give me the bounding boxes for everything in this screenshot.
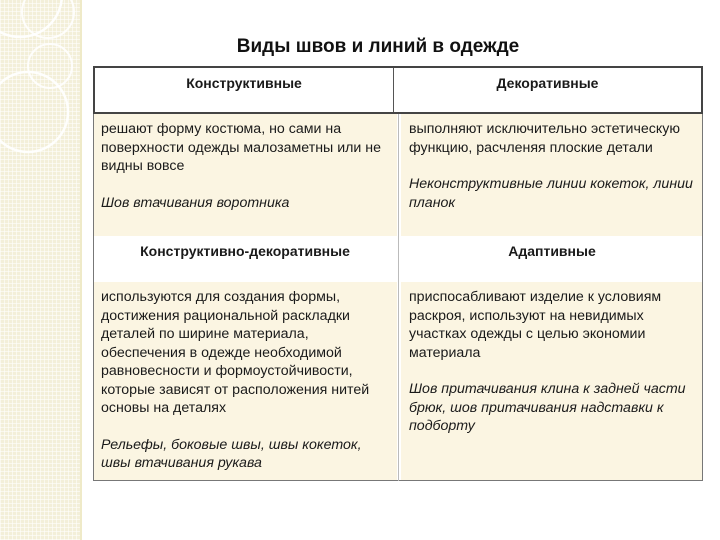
adaptive-description: приспосабливают изделие к условиям раскроя, используют на невидимых участках одежды с целью экономии материала [409, 289, 662, 361]
constructive-decorative-cell [93, 282, 397, 481]
header-constructive-decorative: Конструктивно-декоративные [93, 236, 397, 282]
constructive-cell [93, 114, 397, 236]
decorative-description: выполняют исключительно эстетическую функцию, расчленяя плоские детали [409, 121, 680, 156]
page-title: Виды швов и линий в одежде [236, 36, 520, 57]
seams-table [93, 66, 703, 481]
constructive-decorative-description: используются для создания формы, достижения рациональной раскладки деталей по ширине материала, обеспечения в одежде необходимой равновесности и формоустойчивости, которые зависят от расположения нитей основы на деталях [101, 289, 370, 416]
decorative-cell [401, 114, 703, 236]
constructive-example: Шов втачивания воротника [101, 194, 290, 211]
decorative-circles [0, 0, 80, 540]
adaptive-example: Шов притачивания клина к задней части брюк, шов притачивания надставки к подборту [409, 381, 686, 434]
decorative-example: Неконструктивные линии кокеток, линии планок [409, 176, 693, 211]
header-constructive: Конструктивные [93, 66, 393, 114]
adaptive-cell [401, 282, 703, 481]
column-divider [398, 114, 399, 481]
constructive-decorative-example: Рельефы, боковые швы, швы кокеток, швы втачивания рукава [101, 436, 362, 471]
constructive-description: решают форму костюма, но сами на поверхности одежды малозаметны или не видны вовсе [101, 121, 381, 174]
header-adaptive: Адаптивные [401, 236, 703, 282]
strip-divider [80, 0, 82, 540]
header-decorative: Декоративные [393, 66, 703, 114]
decorative-left-strip [0, 0, 80, 540]
